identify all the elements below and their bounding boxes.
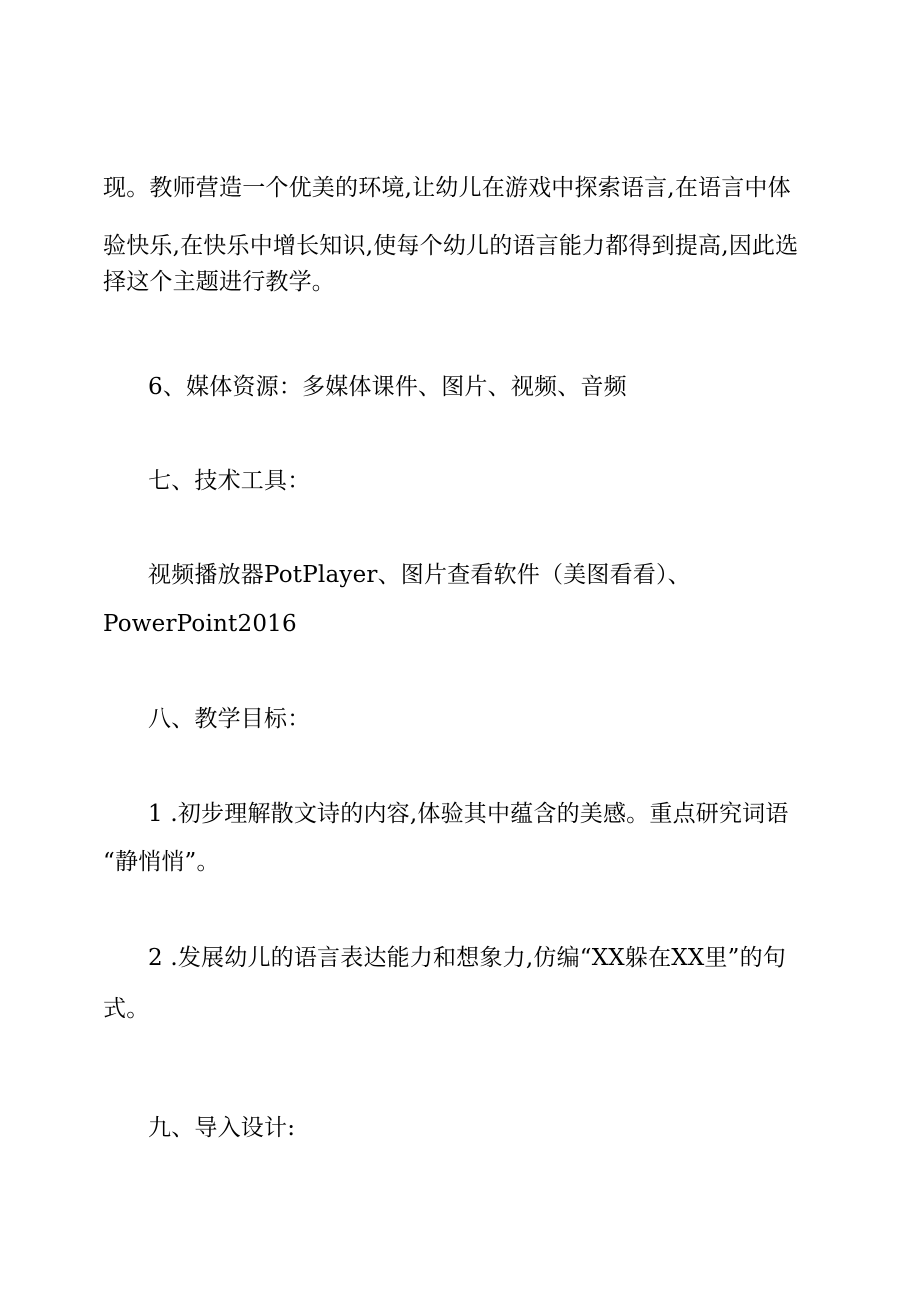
section-heading-tools: 七、技术工具： [148, 468, 311, 494]
paragraph-line: 择这个主题进行教学。 [103, 269, 335, 295]
goal-item-2-line: 2 .发展幼儿的语言表达能力和想象力,仿编“XX躲在XX里”的句 [148, 945, 786, 971]
section-heading-intro-design: 九、导入设计: [148, 1115, 296, 1141]
goal-item-1-line: 1 .初步理解散文诗的内容,体验其中蕴含的美感。重点研究词语 [148, 801, 789, 827]
paragraph-line: 验快乐,在快乐中增长知识,使每个幼儿的语言能力都得到提高,因此选 [103, 233, 799, 259]
goal-item-2-line: 式。 [103, 996, 150, 1022]
media-resources-line: 6、媒体资源：多媒体课件、图片、视频、音频 [148, 374, 627, 400]
tools-body-line: 视频播放器PotPlayer、图片查看软件（美图看看）、 [148, 562, 691, 588]
paragraph-line: 现。教师营造一个优美的环境,让幼儿在游戏中探索语言,在语言中体 [103, 175, 791, 201]
section-heading-goals: 八、教学目标： [148, 706, 311, 732]
goal-item-1-line: “静悄悄”。 [103, 849, 220, 875]
tools-body-line: PowerPoint2016 [103, 611, 297, 637]
